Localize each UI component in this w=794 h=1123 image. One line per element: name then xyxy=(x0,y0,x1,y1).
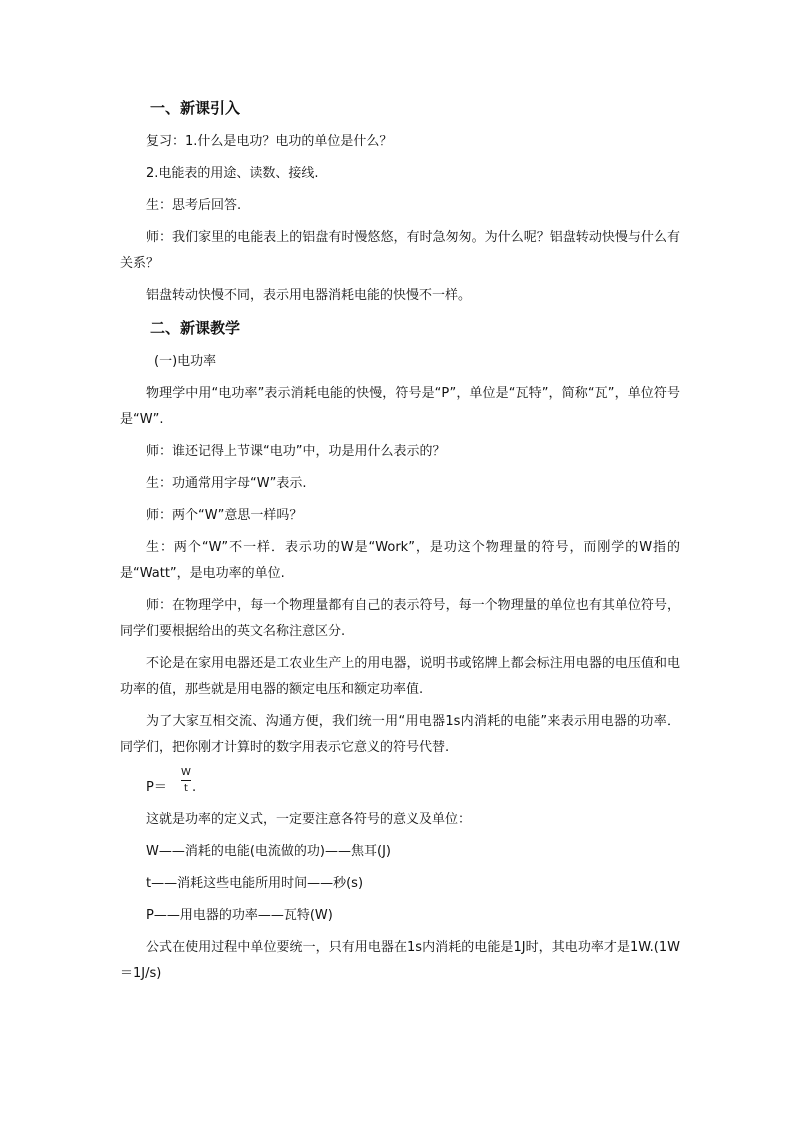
definition-line-t: t——消耗这些电能所用时间——秒(s) xyxy=(146,876,364,891)
paragraph: 生：思考后回答. xyxy=(146,198,242,213)
paragraph: 复习：1.什么是电功？电功的单位是什么？ xyxy=(146,134,393,149)
paragraph: 生：功通常用字母“W”表示. xyxy=(146,476,307,491)
formula-numerator: W xyxy=(181,767,191,781)
subsection-heading: (一)电功率 xyxy=(154,354,217,369)
power-formula xyxy=(120,767,680,801)
formula-end: . xyxy=(192,780,197,795)
paragraph: 公式在使用过程中单位要统一，只有用电器在1s内消耗的电能是1J时，其电功率才是1W.(1W＝1J/s) xyxy=(120,940,680,981)
formula-lhs: P＝ xyxy=(146,780,167,795)
section-heading-intro: 一、新课引入 xyxy=(150,99,241,117)
paragraph: 师：谁还记得上节课“电功”中，功是用什么表示的？ xyxy=(146,444,446,459)
formula-denominator: t xyxy=(184,783,188,794)
paragraph: 生：两个“W”不一样．表示功的W是“Work”，是功这个物理量的符号，而刚学的W指的是“Watt”，是电功率的单位. xyxy=(120,540,680,581)
paragraph: 师：两个“W”意思一样吗？ xyxy=(146,508,303,523)
paragraph: 2.电能表的用途、读数、接线. xyxy=(146,166,319,181)
paragraph: 这就是功率的定义式，一定要注意各符号的意义及单位： xyxy=(146,812,472,827)
paragraph: 师：在物理学中，每一个物理量都有自己的表示符号，每一个物理量的单位也有其单位符号，同学们要根据给出的英文名称注意区分. xyxy=(120,598,680,639)
paragraph: 铝盘转动快慢不同，表示用电器消耗电能的快慢不一样。 xyxy=(146,288,472,303)
definition-line-w: W——消耗的电能(电流做的功)——焦耳(J) xyxy=(146,844,391,859)
paragraph: 为了大家互相交流、沟通方便，我们统一用“用电器1s内消耗的电能”来表示用电器的功率．同学们，把你刚才计算时的数字用表示它意义的符号代替. xyxy=(120,714,680,755)
paragraph: 物理学中用“电功率”表示消耗电能的快慢，符号是“P”，单位是“瓦特”，简称“瓦”，单位符号是“W”. xyxy=(120,386,680,427)
document-page xyxy=(120,95,680,993)
section-heading-teaching: 二、新课教学 xyxy=(150,319,241,337)
paragraph: 师：我们家里的电能表上的铝盘有时慢悠悠，有时急匆匆。为什么呢？铝盘转动快慢与什么有关系？ xyxy=(120,230,680,271)
definition-line-p: P——用电器的功率——瓦特(W) xyxy=(146,908,333,923)
paragraph: 不论是在家用电器还是工农业生产上的用电器，说明书或铭牌上都会标注用电器的电压值和电功率的值，那些就是用电器的额定电压和额定功率值. xyxy=(120,656,680,697)
formula-fraction xyxy=(181,767,191,795)
